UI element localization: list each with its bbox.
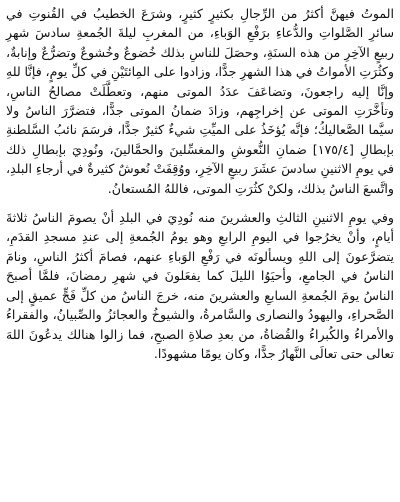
document-paragraph-1: الموتُ فيهنَّ أكثرُ من الرِّجالِ بكثيرٍ كثيرٍ، وشرَعَ الخطيبُ في القُنوتِ في سائرِ الصَّلواتِ والدُّعاءِ برَفْعِ الوَباءِ، من المغربِ ليلةَ الجُمعةِ سادسَ شهرِ ربيعٍ الآخِرِ من هذه السنَةِ، وحصَلَ للناسِ بذلك خُضوعٌ وخُشوعٌ وتضرُّعٌ وإنابةٌ، وكثُرَتِ الأمواتُ في هذا الشهرِ جدًّا، وزادوا على المِائتَيْنِ في كلِّ يومٍ، فإنَّا للهِ وإنَّا إليه راجعونَ، وتضاعَفَ عدَدُ الموتى منهم، وتعطَّلَتْ مصالحُ الناسِ، وتأخَّرَتِ الموتى عن إخراجِهم، وزادَ ضمانُ الموتى جدًّا، فتضرَّرَ الناسُ ولا سيَّما الصَّعاليكُ؛ فإنَّه يُؤخَذُ على الميِّتِ شيءٌ كثيرٌ جدًّا، فرسَمَ نائبُ السَّلطنةِ بإبطالِ [١٧٥/٤] ضمانِ النُّعوشِ والمغسِّلينَ والحمَّالينَ، ونُودِيَ بإبطالِ ذلك في يومِ الاثنينِ سادسَ عشَرَ ربيعٍ الآخِرِ، ووُقِفَتْ نُعوشٌ كثيرةٌ في أرجاءِ البلدِ، واتَّسعَ الناسُ بذلك، ولكنْ كثُرَتِ الموتى، فاللهُ المُستعانُ.: [6, 6, 394, 196]
document-paragraph-2: وفي يومِ الاثنينِ الثالثِ والعشرينَ منه نُودِيَ في البلدِ أنْ يصومَ الناسُ ثلاثةَ أيامٍ، وأنْ يخرُجوا في اليومِ الرابعِ وهو يومُ الجُمعةِ إلى عندِ مسجدِ القدَمِ، يتضرَّعونَ إلى اللهِ ويسألونَه في رَفْعِ الوَباءِ عنهم، فصامَ أكثرُ الناسِ، ونامَ الناسُ في الجامعِ، وأحيَوُا الليلَ كما يفعَلونَ في شهرِ رمضانَ، فلمَّا أصبحَ الناسُ يومَ الجُمعةِ السابعِ والعشرينَ منه، خرجَ الناسُ من كلِّ فَجٍّ عميقٍ إلى الصَّحراءِ، واليهودُ والنصارى والسَّامرةُ، والشيوخُ والعجائزُ والصِّبيانُ، والفقراءُ والأمراءُ والكُبراءُ والقُضاةُ، من بعدِ صلاةِ الصبحِ، فما زالوا هنالك يدعُونَ اللهَ تعالى حتى تعالَى النَّهارُ جدًّا، وكان يومًا مشهودًا.: [6, 210, 394, 361]
